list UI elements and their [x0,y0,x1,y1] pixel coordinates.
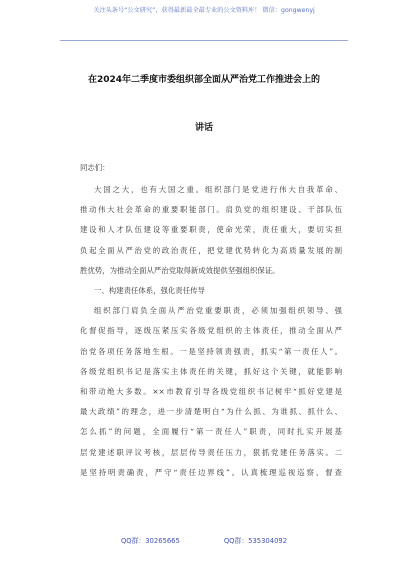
body-line: 胜优势，为推动全面从严治党取得新成效提供坚强组织保证。 [80,265,280,275]
body-line: 最大政绩”的理念，进一步清楚明白“为什么抓、为谁抓、抓什么、 [80,407,342,417]
footer-qq-group-1: QQ群：30265665 [120,537,180,545]
footer [0,535,408,545]
body-line: 和带动绝大多数。××市教育引导各级党组织书记树牢“抓好党建是 [80,387,342,396]
body-line: 负起全面从严治党的政治责任，把党建优势转化为高质量发展的制 [80,245,342,255]
body-line: 是坚持明责确责，严守“责任边界线”。认真梳理巡视巡察、督查 [80,467,342,477]
body-line: 组织部门肩负全面从严治党重要职责，必须加强组织领导、强 [94,306,342,316]
document-title-line1: 在2024年二季度市委组织部全面从严治党工作推进会上的 [87,75,321,85]
body-line: 治党各项任务落地生根。一是坚持领责强责，抓实“第一责任人”。 [80,346,342,356]
header-divider [60,40,348,41]
header-promo: 关注头条号“公文研究”，获得最新最全最专业的公文资料库！ 微信：gongwenyj [93,7,315,14]
body-line: 大国之大，也有大国之重。组织部门是党进行伟大自我革命、 [94,185,342,194]
footer-qq-group-2: QQ群：535304092 [223,537,288,545]
body-line: 怎么抓”的问题，全面履行“第一责任人”职责，同时扎实开展基 [80,427,342,437]
body-line: 推动伟大社会革命的重要职能部门。肩负党的组织建设、干部队伍 [80,205,342,215]
salutation: 同志们： [80,163,110,172]
body-line: 各级党组织书记是落实主体责任的关键，抓好这个关键，就能影响 [80,366,342,376]
body-line: 建设和人才队伍建设等重要职责，使命光荣，责任重大，要切实担 [80,225,342,235]
body-line: 层党建述职评议考核，层层传导责任压力，狠抓党建任务落实。二 [80,447,342,457]
document-title-line2: 讲话 [194,123,213,133]
body-line: 化督促指导，逐级压紧压实各级党组织的主体责任，推动全面从严 [80,326,342,336]
body-line: 一、构建责任体系，强化责任传导 [94,286,205,295]
